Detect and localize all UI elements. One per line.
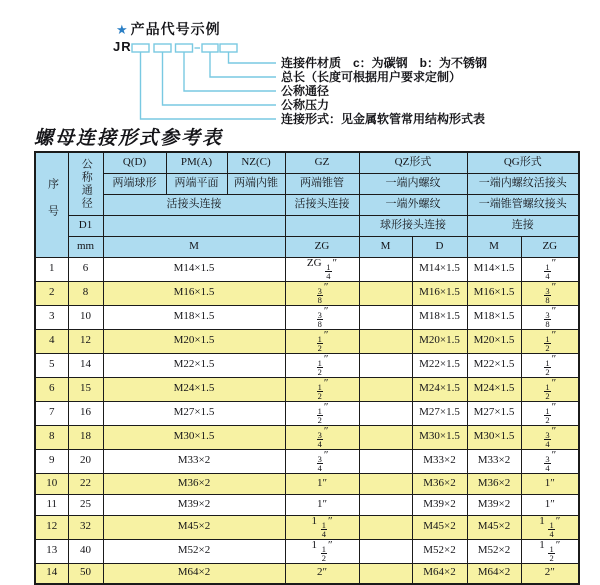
fraction: $\frac{1}{2}$	[317, 405, 322, 425]
cell-m: M27×1.5	[103, 401, 285, 425]
diagram-heading-text: 产品代号示例	[130, 21, 221, 37]
table-row	[35, 257, 579, 281]
cell-m: M22×1.5	[103, 353, 285, 377]
table-row	[35, 401, 579, 425]
cell-seq: 2	[35, 281, 68, 305]
fraction: $\frac{1}{2}$	[549, 543, 554, 563]
empty-cell	[285, 215, 359, 236]
cell-gz: 1″	[285, 494, 359, 515]
diagram-heading	[116, 19, 221, 39]
cell-qg-zg: 1 $\frac{1}{4}$ ″	[521, 515, 579, 539]
cell-gz: $\frac{1}{2}$ ″	[285, 353, 359, 377]
cell-qz-m	[359, 494, 412, 515]
cell-qg-zg: 1″	[521, 494, 579, 515]
cell-qg-m: M64×2	[467, 563, 521, 584]
cell-qz-d: M33×2	[412, 449, 467, 473]
label-pressure: 公称压力	[281, 98, 330, 112]
cell-gz: $\frac{1}{2}$ ″	[285, 377, 359, 401]
code-prefix: JR	[113, 39, 132, 54]
header-qg-zg: ZG	[521, 236, 579, 257]
fraction: $\frac{3}{8}$	[545, 309, 550, 329]
cell-qz-d: M45×2	[412, 515, 467, 539]
cell-qg-m: M22×1.5	[467, 353, 521, 377]
cell-qg-zg: 1″	[521, 473, 579, 494]
cell-qz-m	[359, 377, 412, 401]
cell-mm: 8	[68, 281, 103, 305]
cell-seq: 1	[35, 257, 68, 281]
table-row	[35, 377, 579, 401]
cell-qg-m: M45×2	[467, 515, 521, 539]
cell-seq: 8	[35, 425, 68, 449]
header-gz-connection: 活接头连接	[285, 194, 359, 215]
lead-line-material	[229, 52, 277, 63]
cell-qg-m: M18×1.5	[467, 305, 521, 329]
cell-mm: 15	[68, 377, 103, 401]
cell-gz: $\frac{3}{8}$ ″	[285, 305, 359, 329]
lead-line-diameter	[184, 52, 276, 91]
cell-m: M36×2	[103, 473, 285, 494]
cell-qg-zg: $\frac{3}{4}$ ″	[521, 449, 579, 473]
table-row	[35, 449, 579, 473]
header-pm-a: PM(A)	[166, 152, 227, 173]
cell-qg-zg: $\frac{1}{2}$ ″	[521, 377, 579, 401]
table-row	[35, 515, 579, 539]
header-d1: D1	[68, 215, 103, 236]
header-qz-desc3: 球形接头连接	[359, 215, 467, 236]
cell-qz-m	[359, 353, 412, 377]
cell-m: M18×1.5	[103, 305, 285, 329]
code-box-3	[176, 44, 193, 52]
table-title: 螺母连接形式参考表	[34, 128, 224, 149]
cell-mm: 40	[68, 539, 103, 563]
table-row	[35, 539, 579, 563]
lead-line-form	[141, 52, 277, 119]
cell-m: M52×2	[103, 539, 285, 563]
cell-qg-m: M20×1.5	[467, 329, 521, 353]
cell-seq: 11	[35, 494, 68, 515]
fraction: $\frac{1}{2}$	[545, 381, 550, 401]
cell-qg-zg: $\frac{1}{2}$ ″	[521, 401, 579, 425]
table-header	[35, 152, 579, 257]
label-length: 总长（长度可根据用户要求定制）	[281, 70, 462, 84]
cell-qz-m	[359, 473, 412, 494]
product-code-diagram	[0, 0, 600, 135]
cell-gz: $\frac{1}{2}$ ″	[285, 401, 359, 425]
cell-qg-zg: 1 $\frac{1}{2}$ ″	[521, 539, 579, 563]
fraction: $\frac{1}{2}$	[317, 357, 322, 377]
cell-qz-d: M22×1.5	[412, 353, 467, 377]
cell-gz: $\frac{1}{2}$ ″	[285, 329, 359, 353]
table-row	[35, 305, 579, 329]
cell-m: M14×1.5	[103, 257, 285, 281]
cell-gz: 2″	[285, 563, 359, 584]
cell-seq: 14	[35, 563, 68, 584]
cell-seq: 12	[35, 515, 68, 539]
cell-mm: 22	[68, 473, 103, 494]
header-qg-desc2: 一端锥管螺纹接头	[467, 194, 579, 215]
cell-qz-m	[359, 257, 412, 281]
cell-qg-zg: $\frac{1}{2}$ ″	[521, 353, 579, 377]
cell-qg-m: M27×1.5	[467, 401, 521, 425]
nut-connection-table	[34, 151, 580, 585]
cell-qz-m	[359, 563, 412, 584]
cell-qz-m	[359, 515, 412, 539]
cell-qz-d: M52×2	[412, 539, 467, 563]
cell-m: M30×1.5	[103, 425, 285, 449]
cell-qg-zg: $\frac{3}{8}$ ″	[521, 281, 579, 305]
cell-seq: 3	[35, 305, 68, 329]
cell-qg-zg: $\frac{3}{4}$ ″	[521, 425, 579, 449]
cell-mm: 14	[68, 353, 103, 377]
cell-m: M33×2	[103, 449, 285, 473]
header-gz-desc: 两端锥管	[285, 173, 359, 194]
cell-qz-d: M36×2	[412, 473, 467, 494]
cell-qz-d: M39×2	[412, 494, 467, 515]
table-row	[35, 329, 579, 353]
header-gz: GZ	[285, 152, 359, 173]
fraction: $\frac{1}{2}$	[545, 357, 550, 377]
cell-m: M64×2	[103, 563, 285, 584]
header-qg-form: QG形式	[467, 152, 579, 173]
header-nz-c: NZ(C)	[227, 152, 285, 173]
header-nz-c-desc: 两端内锥	[227, 173, 285, 194]
cell-qz-m	[359, 281, 412, 305]
cell-qz-d: M24×1.5	[412, 377, 467, 401]
cell-qz-m	[359, 539, 412, 563]
cell-seq: 6	[35, 377, 68, 401]
cell-seq: 4	[35, 329, 68, 353]
empty-cell	[103, 215, 285, 236]
fraction: $\frac{3}{8}$	[545, 285, 550, 305]
table-row	[35, 425, 579, 449]
header-zg: ZG	[285, 236, 359, 257]
cell-qz-m	[359, 329, 412, 353]
header-q-d: Q(D)	[103, 152, 166, 173]
fraction: $\frac{1}{4}$	[545, 261, 550, 281]
fraction: $\frac{1}{4}$	[321, 519, 326, 539]
code-box-5	[220, 44, 237, 52]
lead-line-pressure	[163, 52, 277, 105]
cell-gz: $\frac{3}{4}$ ″	[285, 449, 359, 473]
cell-qg-m: M39×2	[467, 494, 521, 515]
table-body	[35, 257, 579, 584]
cell-gz: 1″	[285, 473, 359, 494]
fraction: $\frac{1}{2}$	[545, 405, 550, 425]
table-row	[35, 353, 579, 377]
cell-seq: 13	[35, 539, 68, 563]
cell-m: M24×1.5	[103, 377, 285, 401]
cell-qz-d: M14×1.5	[412, 257, 467, 281]
code-box-4	[202, 44, 218, 52]
cell-gz: 1 $\frac{1}{4}$ ″	[285, 515, 359, 539]
fraction: $\frac{1}{2}$	[545, 333, 550, 353]
header-qz-desc1: 一端内螺纹	[359, 173, 467, 194]
cell-mm: 16	[68, 401, 103, 425]
cell-mm: 18	[68, 425, 103, 449]
cell-gz: $\frac{3}{4}$ ″	[285, 425, 359, 449]
cell-qz-d: M16×1.5	[412, 281, 467, 305]
cell-mm: 12	[68, 329, 103, 353]
header-qg-m: M	[467, 236, 521, 257]
cell-gz: $\frac{3}{8}$ ″	[285, 281, 359, 305]
header-qg-desc1: 一端内螺纹活接头	[467, 173, 579, 194]
table-row	[35, 494, 579, 515]
fraction: $\frac{3}{4}$	[317, 429, 322, 449]
cell-gz: 1 $\frac{1}{2}$ ″	[285, 539, 359, 563]
cell-m: M45×2	[103, 515, 285, 539]
header-qg-desc3: 连接	[467, 215, 579, 236]
cell-qg-zg: $\frac{3}{8}$ ″	[521, 305, 579, 329]
cell-qg-m: M24×1.5	[467, 377, 521, 401]
cell-mm: 32	[68, 515, 103, 539]
cell-qz-m	[359, 305, 412, 329]
cell-m: M39×2	[103, 494, 285, 515]
fraction: $\frac{1}{2}$	[317, 333, 322, 353]
fraction: $\frac{1}{2}$	[317, 381, 322, 401]
label-connection-form: 连接形式：见金属软管常用结构形式表	[281, 112, 486, 126]
cell-qz-d: M20×1.5	[412, 329, 467, 353]
cell-qz-d: M64×2	[412, 563, 467, 584]
cell-qz-m	[359, 401, 412, 425]
header-pm-a-desc: 两端平面	[166, 173, 227, 194]
cell-qg-zg: 2″	[521, 563, 579, 584]
code-box-1	[132, 44, 149, 52]
cell-seq: 7	[35, 401, 68, 425]
header-qz-desc2: 一端外螺纹	[359, 194, 467, 215]
fraction: $\frac{1}{2}$	[321, 543, 326, 563]
cell-qg-m: M14×1.5	[467, 257, 521, 281]
cell-mm: 20	[68, 449, 103, 473]
header-qz-m: M	[359, 236, 412, 257]
cell-qz-m	[359, 425, 412, 449]
fraction: $\frac{3}{4}$	[545, 429, 550, 449]
header-nominal-diameter: 公称通径	[68, 152, 103, 215]
table-row	[35, 563, 579, 584]
cell-qg-m: M33×2	[467, 449, 521, 473]
fraction: $\frac{3}{4}$	[317, 453, 322, 473]
header-qz-d: D	[412, 236, 467, 257]
fraction: $\frac{3}{8}$	[317, 309, 322, 329]
cell-seq: 5	[35, 353, 68, 377]
table-row	[35, 281, 579, 305]
cell-seq: 9	[35, 449, 68, 473]
cell-qz-d: M30×1.5	[412, 425, 467, 449]
cell-qg-m: M52×2	[467, 539, 521, 563]
fraction: $\frac{1}{4}$	[326, 261, 331, 281]
cell-m: M16×1.5	[103, 281, 285, 305]
cell-qg-m: M16×1.5	[467, 281, 521, 305]
cell-seq: 10	[35, 473, 68, 494]
lead-line-length	[210, 52, 276, 77]
header-mm: mm	[68, 236, 103, 257]
cell-m: M20×1.5	[103, 329, 285, 353]
header-m: M	[103, 236, 285, 257]
cell-qz-m	[359, 449, 412, 473]
star-icon: ★	[116, 22, 129, 37]
cell-mm: 10	[68, 305, 103, 329]
header-q-d-desc: 两端球形	[103, 173, 166, 194]
cell-qg-m: M36×2	[467, 473, 521, 494]
cell-mm: 50	[68, 563, 103, 584]
fraction: $\frac{3}{4}$	[545, 453, 550, 473]
cell-qg-m: M30×1.5	[467, 425, 521, 449]
label-material: 连接件材质 c：为碳钢 b：为不锈钢	[281, 56, 488, 70]
label-diameter: 公称通径	[281, 84, 330, 98]
cell-gz: ZG $\frac{1}{4}$ ″	[285, 257, 359, 281]
table-row	[35, 473, 579, 494]
code-box-2	[154, 44, 171, 52]
cell-mm: 6	[68, 257, 103, 281]
cell-qz-d: M27×1.5	[412, 401, 467, 425]
header-qz-form: QZ形式	[359, 152, 467, 173]
header-seq: 序号	[35, 152, 68, 257]
fraction: $\frac{1}{4}$	[549, 519, 554, 539]
cell-mm: 25	[68, 494, 103, 515]
header-m-connection: 活接头连接	[103, 194, 285, 215]
cell-qg-zg: $\frac{1}{2}$ ″	[521, 329, 579, 353]
cell-qg-zg: $\frac{1}{4}$ ″	[521, 257, 579, 281]
fraction: $\frac{3}{8}$	[317, 285, 322, 305]
cell-qz-d: M18×1.5	[412, 305, 467, 329]
